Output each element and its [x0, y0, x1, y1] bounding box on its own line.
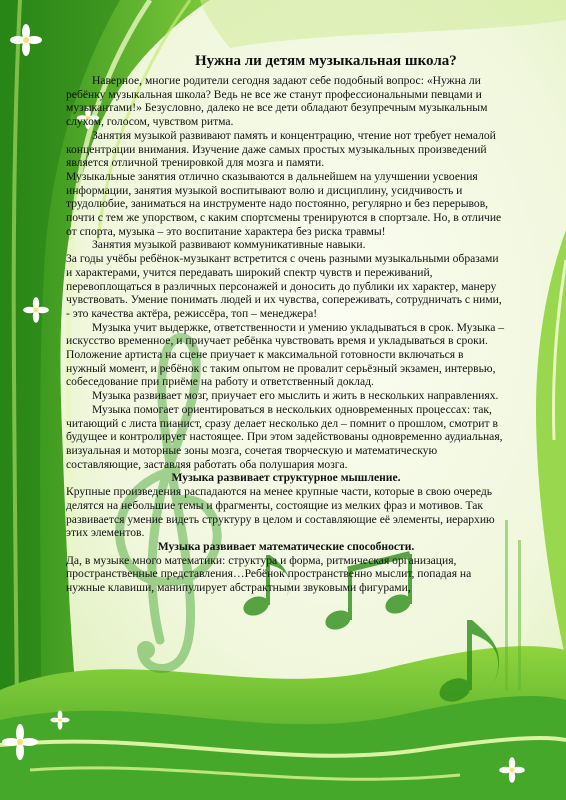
section-heading: Музыка развивает математические способности. — [157, 539, 415, 553]
page-title: Нужна ли детям музыкальная школа? — [195, 53, 457, 69]
paragraph: Крупные произведения распадаются на менее крупные части, которые в свою очередь делятся на небольшие темы и фрагменты, состоящие из мелких фраз и мотивов. Так развивается умение видеть структуру в целом и составляющие её элементы, иерархию этих элементов. — [66, 485, 495, 540]
paragraph: Наверное, многие родители сегодня задают себе подобный вопрос: «Нужна ли ребёнку музыкальная школа? Ведь не все же станут профессиональными певцами и музыкантами!» Безусловно, далеко не все дети обладают безупречным музыкальным слухом, голосом, чувством ритма. — [66, 74, 488, 129]
section-heading: Музыка развивает структурное мышление. — [171, 471, 401, 485]
paragraph: Музыка развивает мозг, приучает его мыслить и жить в нескольких направлениях. — [92, 389, 499, 403]
paragraph: Музыка учит выдержке, ответственности и умению укладываться в срок. Музыка – искусство временное, и приучает ребёнка чувствовать время и укладываться в сроки. Положение артиста на сцене приучает к максимальной готовности включаться в нужный момент, и ребёнок с таким опытом не провалит серьёзный экзамен, интервью, собеседование при приёме на работу и ответственный доклад. — [66, 320, 505, 389]
paragraph: За годы учёбы ребёнок-музыкант встретится с очень разными музыкальными образами и характерами, учится передавать широкий спектр чувств и переживаний, перевоплощаться в различных персонажей и доносить до публики их характер, манеру чувствовать. Умение понимать людей и их чувства, сопереживать, сотрудничать с ними, - это качества актёра, режиссёра, топ – менеджера! — [66, 252, 502, 320]
paragraph: Занятия музыкой развивают память и концентрацию, чтение нот требует немалой концентрации внимания. Изучение даже самых простых музыкальных произведений является отличной тренировкой для мозга и памяти. — [66, 128, 496, 170]
paragraph: Занятия музыкой развивают коммуникативные навыки. — [92, 238, 366, 252]
paragraph: Музыкальные занятия отлично сказываются в дальнейшем на улучшении усвоения информации, занятия музыкой воспитывают волю и дисциплину, усидчивость и трудолюбие, заниматься на инструменте надо постоянно, регулярно и без перерывов, почти с тем же упорством, с каким спортсмены тренируются в спортзале. Но, в отличие от спорта, музыка – это воспитание характера без риска травмы! — [66, 169, 502, 238]
article-body — [66, 74, 506, 595]
paragraph: Да, в музыке много математики: структура и форма, ритмическая организация, пространственные представления…Ребёнок пространственно мыслит, попадая на нужные клавиши, манипулирует абстрактными звуковыми фигурами, — [66, 553, 472, 595]
paragraph: Музыка помогает ориентироваться в нескольких одновременных процессах: так, читающий с листа пианист, сразу делает несколько дел – помнит о прошлом, смотрит в будущее и контролирует настоящее. При этом задействованы одновременно аудиальная, визуальная и моторные зоны мозга, сочетая творческую и математическую составляющие, заставляя работать оба полушария мозга. — [66, 402, 503, 471]
